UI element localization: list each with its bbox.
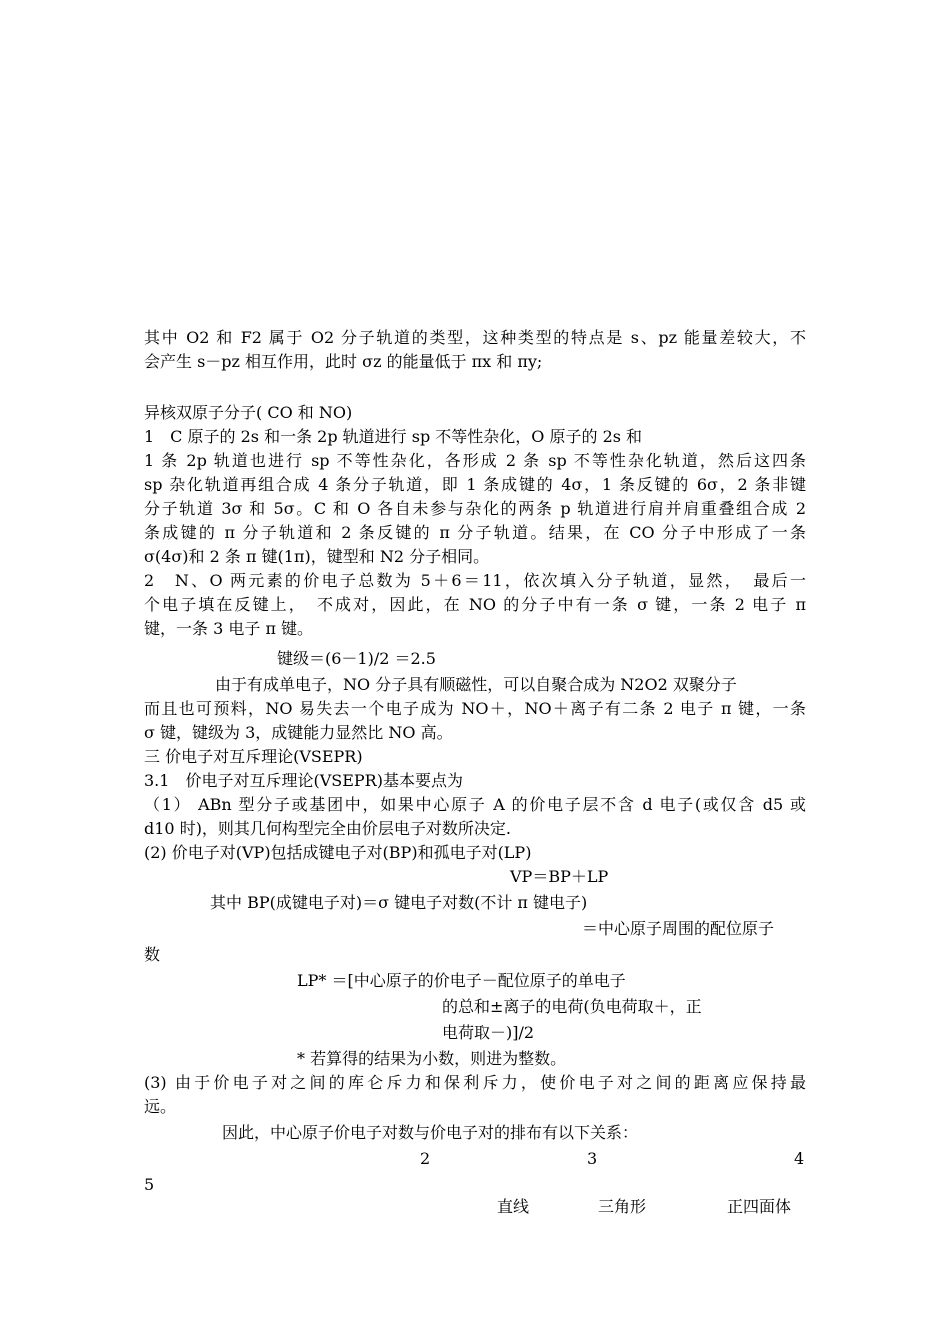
formula-line: 电荷取－)]/2 xyxy=(442,1023,535,1042)
subsection-heading: 3.1 价电子对互斥理论(VSEPR)基本要点为 xyxy=(144,771,463,790)
section-heading: 三 价电子对互斥理论(VSEPR) xyxy=(144,747,363,766)
paragraph-line: 因此，中心原子价电子对数与价电子对的排布有以下关系： xyxy=(222,1123,639,1142)
formula-line: 其中 BP(成键电子对)＝σ 键电子对数(不计 π 键电子) xyxy=(210,893,588,912)
paragraph-line: d10 时)，则其几何构型完全由价层电子对数所决定. xyxy=(144,819,512,838)
formula-line: LP* ＝[中心原子的价电子－配位原子的单电子 xyxy=(297,971,626,990)
paragraph-line: （1） ABn 型分子或基团中，如果中心原子 A 的价电子层不含 d 电子(或仅含 d5 或 xyxy=(144,795,806,814)
paragraph-line: 分子轨道 3σ 和 5σ。C 和 O 各自未参与杂化的两条 p 轨道进行肩并肩重叠组合成 2 xyxy=(144,499,806,518)
paragraph-line: sp 杂化轨道再组合成 4 条分子轨道，即 1 条成键的 4σ，1 条反键的 6σ，2 条非键 xyxy=(144,475,806,494)
note-line: * 若算得的结果为小数，则进为整数。 xyxy=(297,1049,567,1068)
paragraph-line: 远。 xyxy=(144,1097,177,1116)
paragraph-line: σ(4σ)和 2 条 π 键(1π)，键型和 N2 分子相同。 xyxy=(144,547,490,566)
paragraph-line: 由于有成单电子，NO 分子具有顺磁性，可以自聚合成为 N2O2 双聚分子 xyxy=(215,675,737,694)
formula-line: 的总和±离子的电荷(负电荷取＋，正 xyxy=(442,997,702,1016)
paragraph-line: 其中 O2 和 F2 属于 O2 分子轨道的类型，这种类型的特点是 s、pz 能量差较大，不 xyxy=(144,328,806,347)
table-cell-shape: 三角形 xyxy=(598,1197,647,1216)
paragraph-line: σ 键，键级为 3，成键能力显然比 NO 高。 xyxy=(144,723,453,742)
paragraph-line: (3) 由于价电子对之间的库仑斥力和保利斥力，使价电子对之间的距离应保持最 xyxy=(144,1073,806,1092)
table-cell-count: 5 xyxy=(144,1175,155,1194)
table-cell-shape: 直线 xyxy=(497,1197,530,1216)
formula-line: ＝中心原子周围的配位原子 xyxy=(582,919,775,938)
table-cell-shape: 正四面体 xyxy=(727,1197,792,1216)
paragraph-line: 键，一条 3 电子 π 键。 xyxy=(144,619,314,638)
section-heading: 异核双原子分子( CO 和 NO) xyxy=(144,403,353,422)
paragraph-line: 而且也可预料，NO 易失去一个电子成为 NO＋，NO＋离子有二条 2 电子 π 键，一条 xyxy=(144,699,806,718)
paragraph-line: 1 C 原子的 2s 和一条 2p 轨道进行 sp 不等性杂化，O 原子的 2s 和 xyxy=(144,427,643,446)
paragraph-line: 条成键的 π 分子轨道和 2 条反键的 π 分子轨道。结果，在 CO 分子中形成了一条 xyxy=(144,523,806,542)
paragraph-line: 个电子填在反键上， 不成对，因此，在 NO 的分子中有一条 σ 键，一条 2 电子 π xyxy=(144,595,806,614)
paragraph-line: (2) 价电子对(VP)包括成键电子对(BP)和孤电子对(LP) xyxy=(144,843,532,862)
paragraph-line: 数 xyxy=(144,945,161,964)
table-cell-count: 2 xyxy=(420,1149,431,1168)
formula-line: VP＝BP＋LP xyxy=(510,867,609,886)
paragraph-line: 1 条 2p 轨道也进行 sp 不等性杂化，各形成 2 条 sp 不等性杂化轨道，然后这四条 xyxy=(144,451,806,470)
table-cell-count: 4 xyxy=(794,1149,805,1168)
paragraph-line: 2 N、O 两元素的价电子总数为 5＋6＝11，依次填入分子轨道，显然， 最后一 xyxy=(144,571,806,590)
formula-line: 键级＝(6－1)/2 ＝2.5 xyxy=(277,649,436,668)
paragraph-line: 会产生 s－pz 相互作用，此时 σz 的能量低于 πx 和 πy; xyxy=(144,352,543,371)
table-cell-count: 3 xyxy=(587,1149,598,1168)
